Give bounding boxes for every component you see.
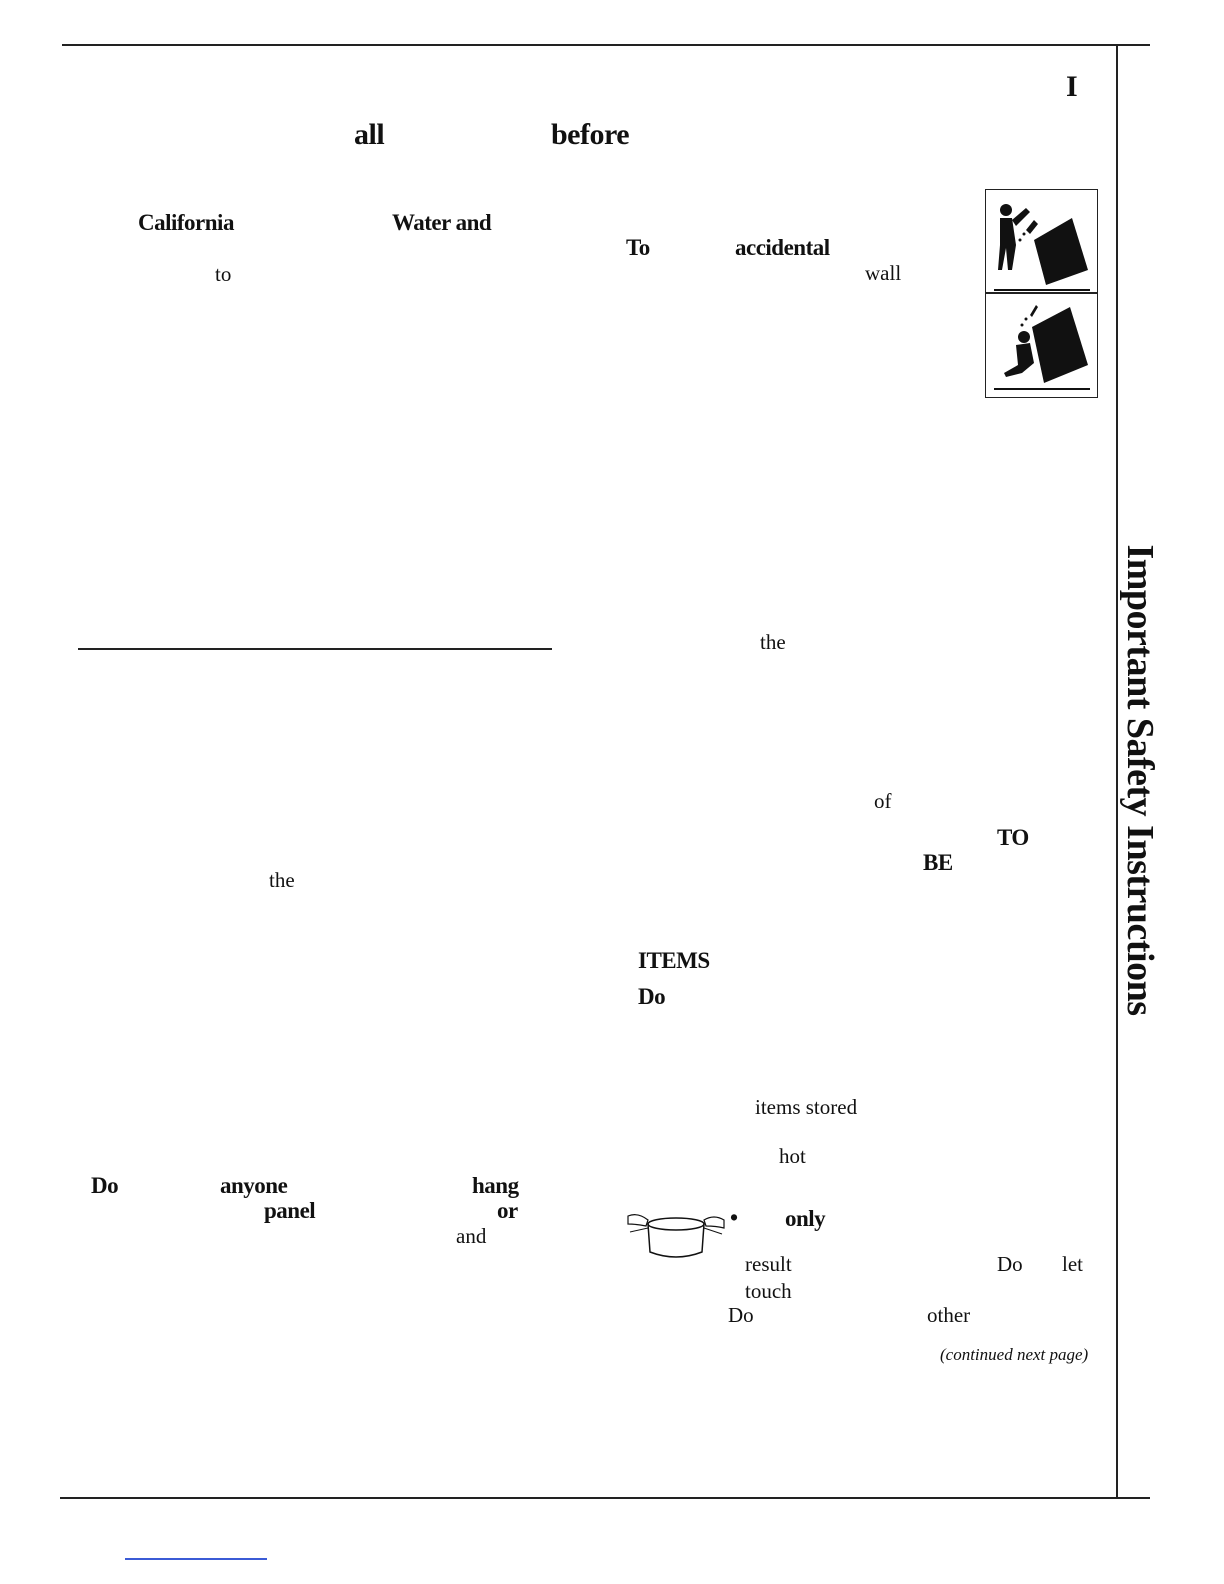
sidebar-title-text: Important Safety Instructions <box>1119 544 1161 1016</box>
bottom-rule <box>60 1497 1150 1499</box>
right-result: result <box>745 1252 792 1276</box>
left-hang: hang <box>472 1173 519 1198</box>
pot-with-hands-icon <box>624 1206 728 1262</box>
child-under-range-icon <box>986 293 1097 397</box>
continued-note: (continued next page) <box>940 1345 1089 1364</box>
right-do: Do <box>638 984 666 1009</box>
right-to: To <box>626 235 650 260</box>
right-touch: touch <box>745 1279 792 1303</box>
left-to: to <box>215 262 232 286</box>
right-other: other <box>927 1303 971 1327</box>
left-panel: panel <box>264 1198 316 1223</box>
right-accidental: accidental <box>735 235 830 260</box>
right-the: the <box>760 630 786 654</box>
right-BE: BE <box>923 850 953 875</box>
right-TO: TO <box>997 825 1029 850</box>
left-and: and <box>456 1224 487 1248</box>
sidebar-title <box>1120 520 1160 1040</box>
right-of: of <box>874 789 892 813</box>
left-water-and: Water and <box>392 210 492 235</box>
heading-mark: I <box>1066 70 1078 103</box>
right-wall: wall <box>865 261 902 285</box>
right-bullet: • <box>730 1205 738 1230</box>
person-tipping-range-icon <box>986 190 1097 292</box>
left-do: Do <box>91 1173 119 1198</box>
top-rule <box>62 44 1150 46</box>
footer-link-rule <box>125 1558 267 1560</box>
left-the: the <box>269 868 295 892</box>
right-do2: Do <box>997 1252 1023 1276</box>
right-hot: hot <box>779 1144 806 1168</box>
heading-word-all: all <box>354 118 385 151</box>
heading-word-before: before <box>551 118 630 151</box>
right-do3: Do <box>728 1303 754 1327</box>
anti-tip-figure <box>985 189 1098 398</box>
right-items: ITEMS <box>638 948 710 973</box>
left-california: California <box>138 210 234 235</box>
left-anyone: anyone <box>220 1173 288 1198</box>
left-or: or <box>497 1198 518 1223</box>
right-let: let <box>1062 1252 1083 1276</box>
left-column-rule <box>78 648 552 650</box>
right-only: only <box>785 1206 826 1231</box>
right-items-stored: items stored <box>755 1095 858 1119</box>
